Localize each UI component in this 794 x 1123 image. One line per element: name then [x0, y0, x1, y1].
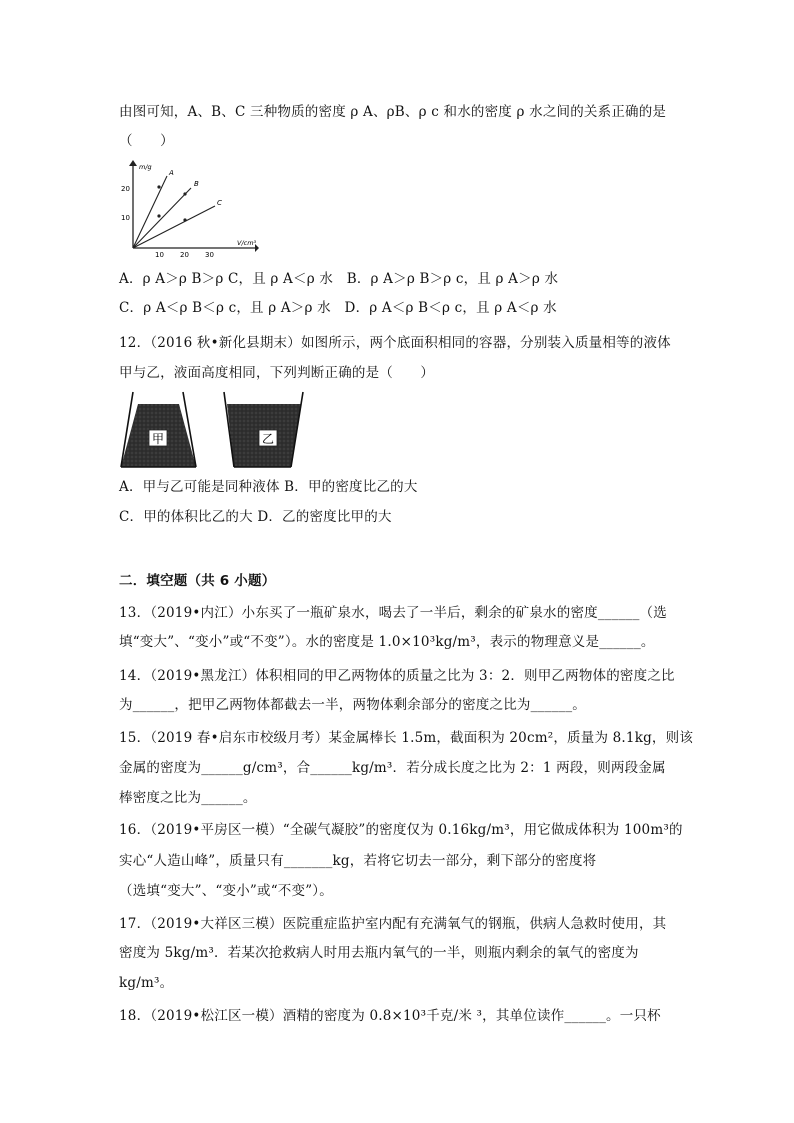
- line-a: [133, 176, 167, 248]
- x-tick-20: 20: [180, 251, 189, 259]
- q17-line3: kg/m³。: [119, 975, 174, 991]
- y-axis-label: m/g: [139, 163, 152, 171]
- x-tick-10: 10: [155, 251, 164, 259]
- q15-line2: 金属的密度为______g/cm³，合______kg/m³．若分成长度之比为 2：1 两段，则两段金属: [119, 760, 666, 776]
- container-left-label: 甲: [152, 432, 165, 446]
- container-right-label: 乙: [262, 432, 275, 446]
- q12-options-line1: A．甲与乙可能是同种液体 B．甲的密度比乙的大: [119, 479, 418, 495]
- point-b-1: [157, 214, 160, 217]
- q11-options-line1: A．ρ A＞ρ B＞ρ C，且 ρ A＜ρ 水 B．ρ A＞ρ B＞ρ c，且 ρ A＞ρ 水: [119, 271, 559, 287]
- q11-options-line2: C．ρ A＜ρ B＜ρ c，且 ρ A＞ρ 水 D．ρ A＜ρ B＜ρ c，且 ρ A＜ρ 水: [119, 300, 557, 316]
- q11-stem-line1: 由图可知，A、B、C 三种物质的密度 ρ A、ρB、ρ c 和水的密度 ρ 水之间的关系正确的是: [119, 104, 667, 120]
- q11-stem-line2: （ ）: [119, 133, 174, 149]
- y-axis-arrow: [129, 160, 137, 166]
- label-b: B: [194, 180, 199, 188]
- mass-volume-graph: [119, 158, 259, 260]
- point-b-2: [183, 192, 186, 195]
- q17-line1: 17．（2019•大祥区三模）医院重症监护室内配有充满氧气的钢瓶，供病人急救时使用，其: [119, 916, 667, 932]
- q12-stem-line2: 甲与乙，液面高度相同，下列判断正确的是（ ）: [119, 365, 435, 381]
- q18-line1: 18．（2019•松江区一模）酒精的密度为 0.8×10³千克/米 ³，其单位读作______。一只杯: [119, 1008, 661, 1024]
- x-axis-label: V/cm³: [237, 239, 257, 247]
- label-c: C: [217, 199, 222, 207]
- point-c: [183, 218, 186, 221]
- section-title-fill-in: 二．填空题（共 6 小题）: [119, 573, 276, 589]
- q13-line2: 填“变大”、“变小”或“不变”）。水的密度是 1.0×10³kg/m³，表示的物理意义是______。: [119, 634, 655, 650]
- x-tick-30: 30: [205, 251, 214, 259]
- q14-line2: 为______，把甲乙两物体都截去一半，两物体剩余部分的密度之比为______。: [119, 697, 586, 713]
- containers-figure: [119, 388, 319, 474]
- q15-line1: 15．（2019 春•启东市校级月考）某金属棒长 1.5m，截面积为 20cm²，质量为 8.1kg，则该: [119, 730, 694, 746]
- q16-line2: 实心“人造山峰”，质量只有_______kg，若将它切去一部分，剩下部分的密度将: [119, 853, 597, 869]
- point-a: [157, 185, 160, 188]
- y-tick-10: 10: [121, 214, 130, 222]
- q16-line3: （选填“变大”、“变小”或“不变”）。: [119, 883, 333, 899]
- q17-line2: 密度为 5kg/m³．若某次抢救病人时用去瓶内氧气的一半，则瓶内剩余的氧气的密度为: [119, 945, 639, 961]
- line-c: [133, 206, 215, 248]
- q14-line1: 14．（2019•黑龙江）体积相同的甲乙两物体的质量之比为 3：2．则甲乙两物体的密度之比: [119, 668, 675, 684]
- line-b: [133, 188, 191, 248]
- label-a: A: [169, 169, 174, 177]
- q16-line1: 16．（2019•平房区一模）“全碳气凝胶”的密度仅为 0.16kg/m³，用它做成体积为 100m³的: [119, 822, 683, 838]
- q12-options-line2: C．甲的体积比乙的大 D．乙的密度比甲的大: [119, 509, 392, 525]
- q12-stem-line1: 12．（2016 秋•新化县期末）如图所示，两个底面积相同的容器，分别装入质量相等的液体: [119, 335, 671, 351]
- q15-line3: 棒密度之比为______。: [119, 790, 257, 806]
- q13-line1: 13．（2019•内江）小东买了一瓶矿泉水，喝去了一半后，剩余的矿泉水的密度______（选: [119, 605, 667, 621]
- y-tick-20: 20: [121, 185, 130, 193]
